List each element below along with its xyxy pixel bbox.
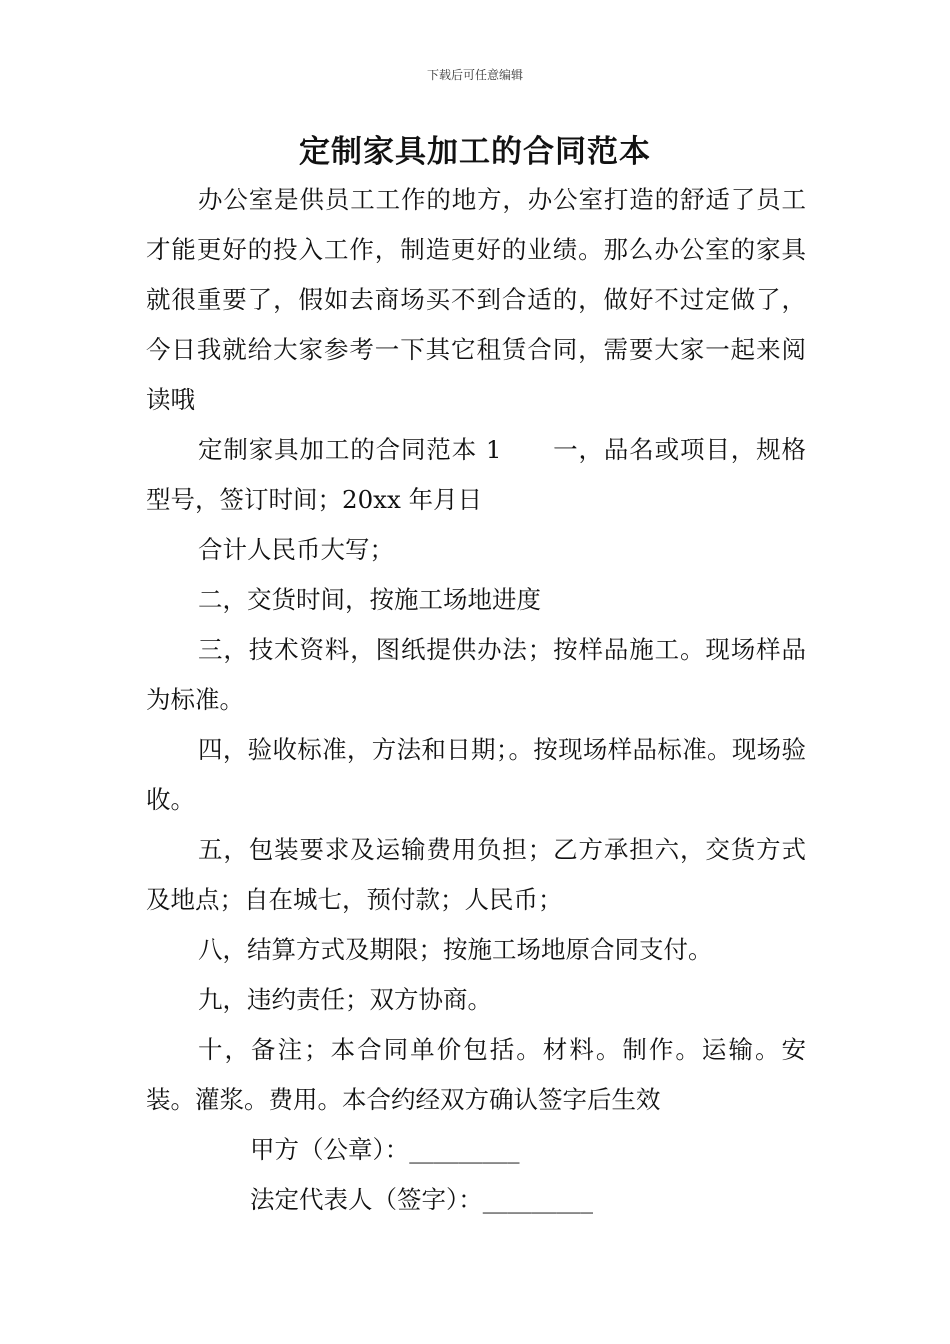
legal-representative-signature [146,1175,806,1225]
contract-item-5-7: 五，包装要求及运输费用负担；乙方承担六，交货方式及地点；自在城七，预付款；人民币； [146,835,806,914]
contract-item-1: 定制家具加工的合同范本 1 一，品名或项目，规格型号，签订时间；20xx 年月日 [146,435,806,514]
contract-item-3: 三，技术资料，图纸提供办法；按样品施工。现场样品为标准。 [146,635,806,714]
legal-representative-signature-text: 法定代表人（签字）：_________ [250,1185,593,1214]
party-a-signature [146,1125,806,1175]
contract-item-10: 十，备注；本合同单价包括。材料。制作。运输。安装。灌浆。费用。本合约经双方确认签字后生效 [146,1035,806,1114]
document-body [146,175,806,1225]
document-title: 定制家具加工的合同范本 [299,134,651,170]
contract-item-2: 二，交货时间，按施工场地进度 [198,585,541,614]
party-a-signature-text: 甲方（公章）：_________ [250,1135,520,1164]
contract-item-4: 四，验收标准，方法和日期；。按现场样品标准。现场验收。 [146,735,806,814]
contract-item-9: 九，违约责任；双方协商。 [198,985,492,1014]
intro-paragraph: 办公室是供员工工作的地方，办公室打造的舒适了员工才能更好的投入工作，制造更好的业绩。那么办公室的家具就很重要了，假如去商场买不到合适的，做好不过定做了，今日我就给大家参考一下其它租赁合同，需要大家一起来阅读哦 [146,185,806,414]
contract-total: 合计人民币大写； [198,535,394,564]
contract-item-8: 八，结算方式及期限；按施工场地原合同支付。 [198,935,713,964]
header-note: 下载后可任意编辑 [426,68,523,82]
